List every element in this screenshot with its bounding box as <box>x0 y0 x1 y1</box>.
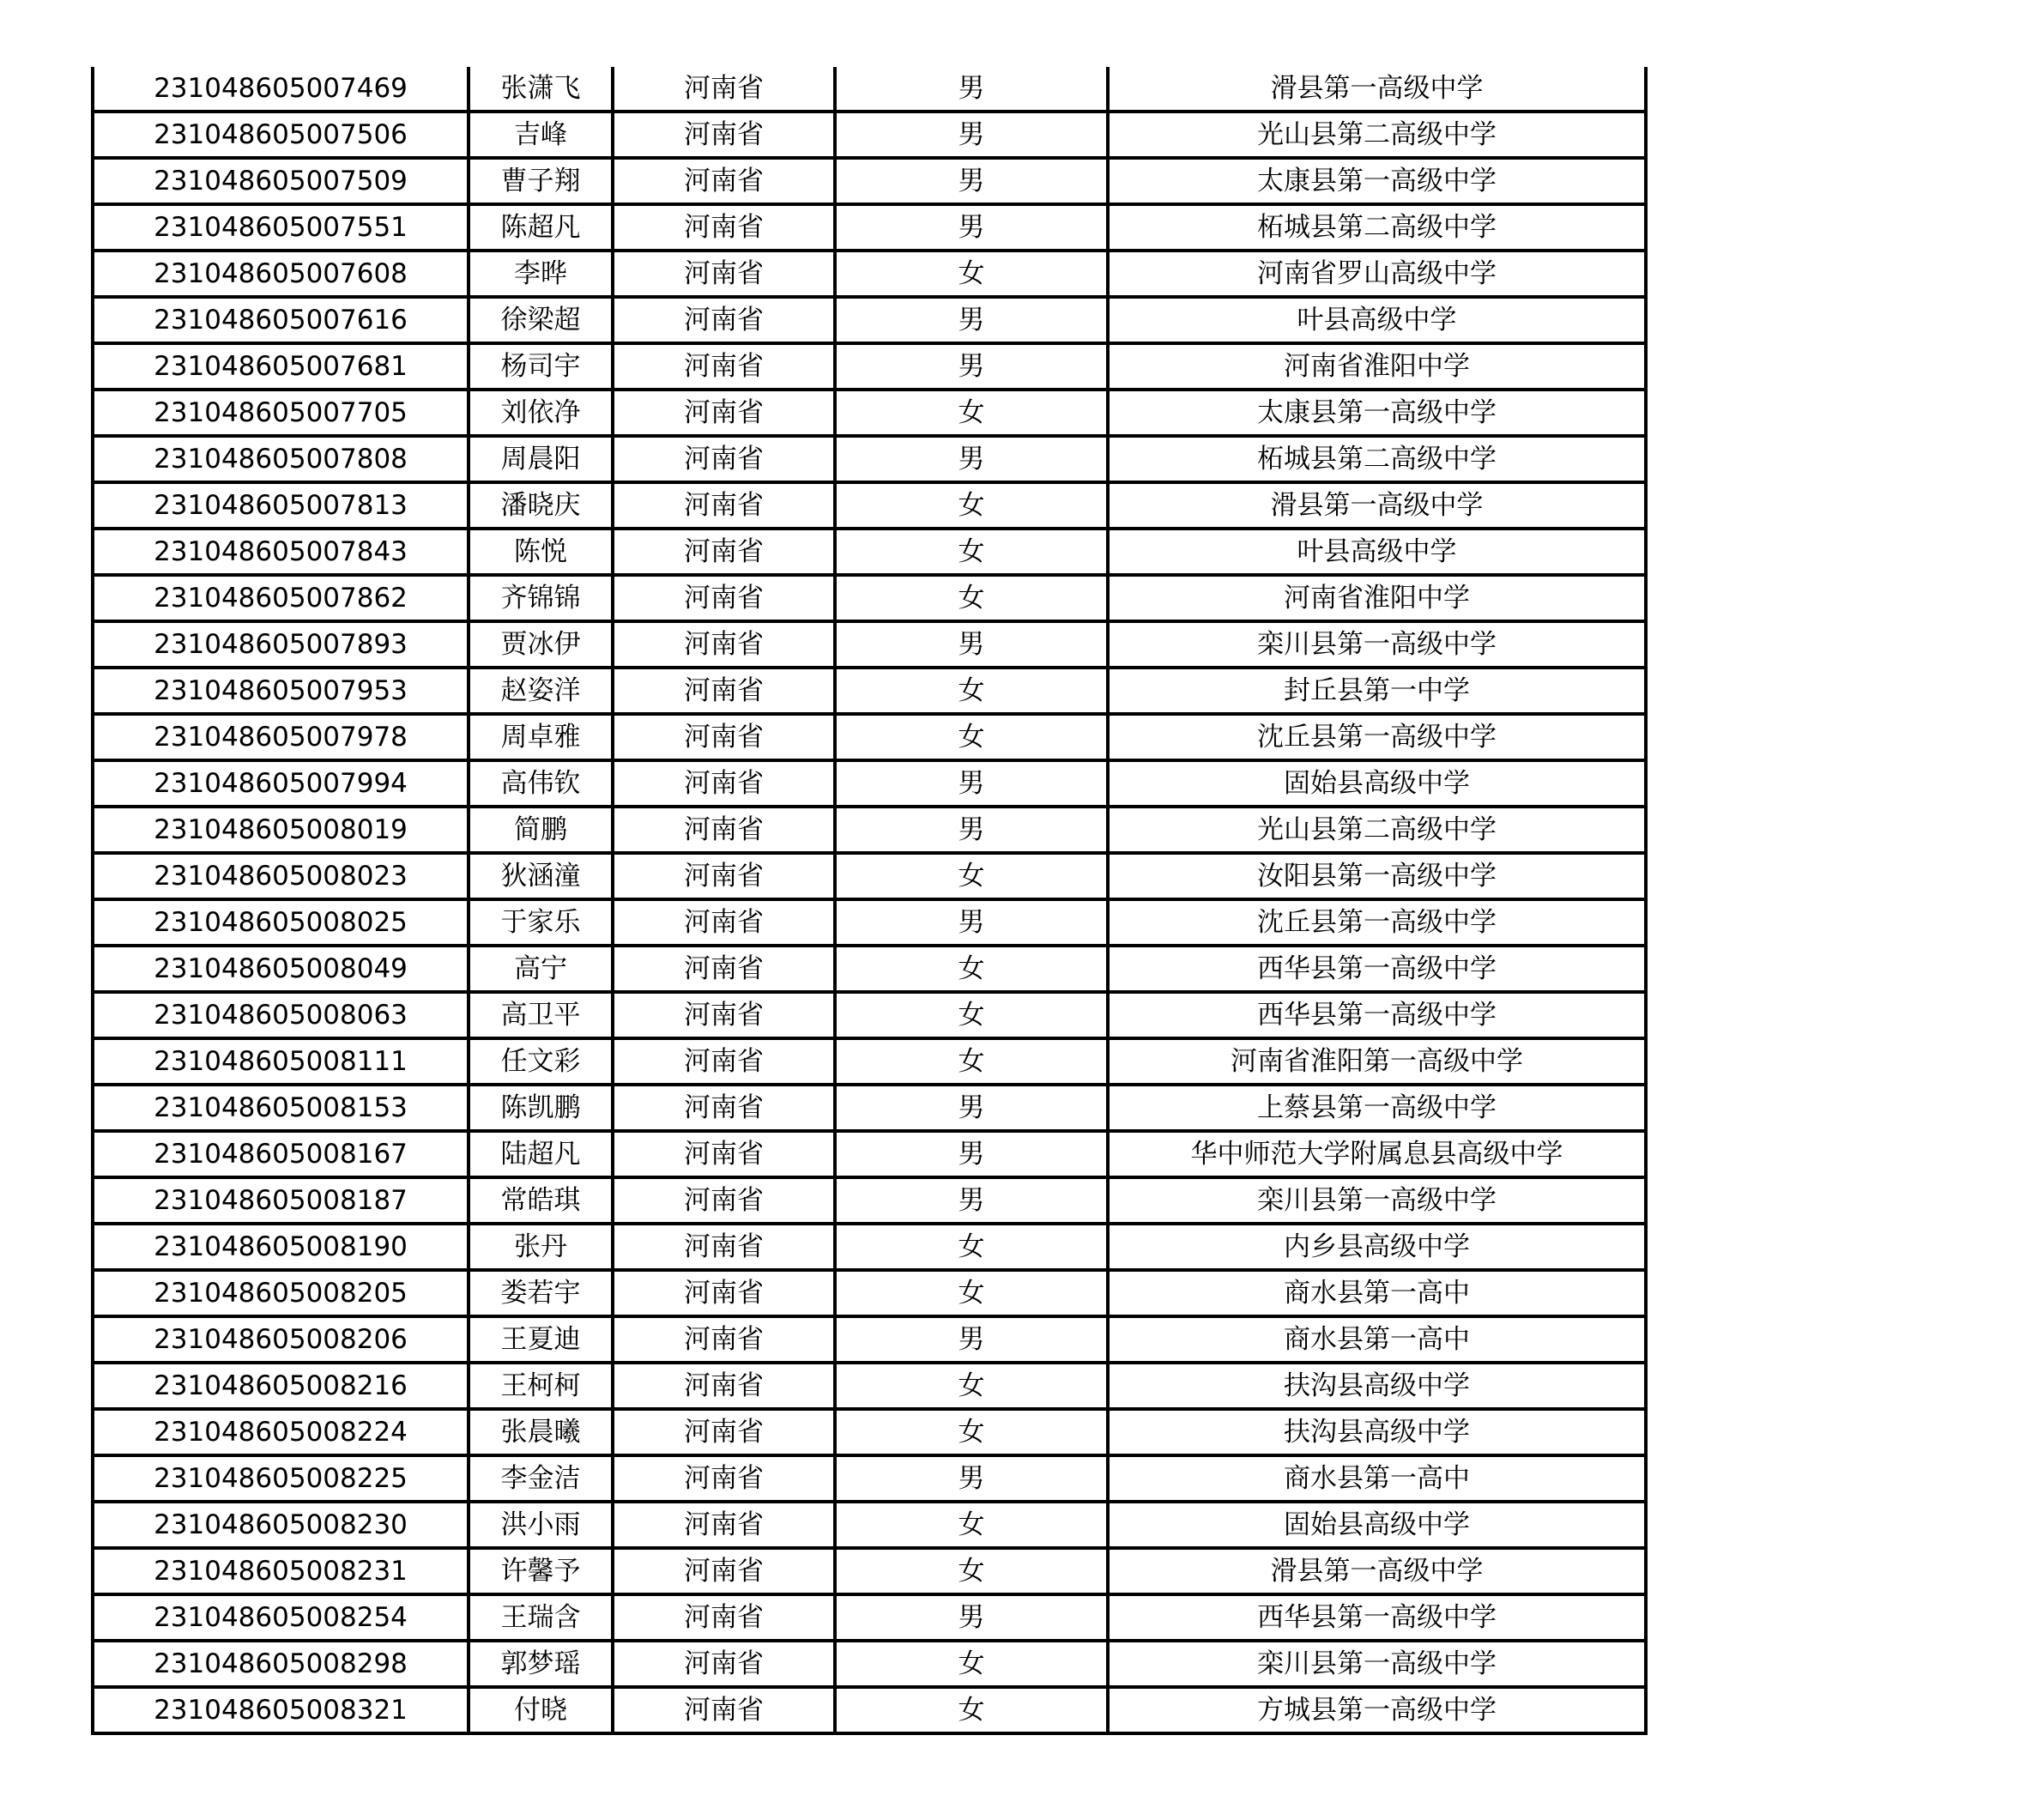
table-row <box>93 251 1646 297</box>
student-name-cell: 张丹 <box>469 1224 613 1270</box>
candidate-id-cell: 231048605008216 <box>93 1363 469 1409</box>
student-name-cell: 高卫平 <box>469 992 613 1038</box>
student-name-cell: 王瑞含 <box>469 1594 613 1641</box>
table-row <box>93 1687 1646 1733</box>
student-name-cell: 于家乐 <box>469 899 613 946</box>
province-cell: 河南省 <box>613 529 835 575</box>
candidate-id-cell: 231048605008224 <box>93 1409 469 1455</box>
table-row <box>93 1316 1646 1363</box>
gender-cell: 女 <box>835 992 1108 1038</box>
table-row <box>93 112 1646 158</box>
student-name-cell: 王柯柯 <box>469 1363 613 1409</box>
table-row <box>93 67 1646 112</box>
candidate-id-cell: 231048605008025 <box>93 899 469 946</box>
school-cell: 栾川县第一高级中学 <box>1108 621 1646 668</box>
gender-cell: 女 <box>835 575 1108 621</box>
gender-cell: 女 <box>835 1270 1108 1316</box>
table-row <box>93 1641 1646 1687</box>
province-cell: 河南省 <box>613 67 835 112</box>
school-cell: 固始县高级中学 <box>1108 760 1646 807</box>
student-name-cell: 曹子翔 <box>469 158 613 204</box>
gender-cell: 男 <box>835 1316 1108 1363</box>
student-name-cell: 齐锦锦 <box>469 575 613 621</box>
school-cell: 商水县第一高中 <box>1108 1316 1646 1363</box>
province-cell: 河南省 <box>613 1455 835 1502</box>
province-cell: 河南省 <box>613 1363 835 1409</box>
province-cell: 河南省 <box>613 1594 835 1641</box>
gender-cell: 女 <box>835 1363 1108 1409</box>
candidate-id-cell: 231048605008230 <box>93 1502 469 1548</box>
candidate-id-cell: 231048605008167 <box>93 1131 469 1177</box>
table-row <box>93 1270 1646 1316</box>
province-cell: 河南省 <box>613 899 835 946</box>
candidate-id-cell: 231048605008298 <box>93 1641 469 1687</box>
gender-cell: 男 <box>835 343 1108 390</box>
province-cell: 河南省 <box>613 1177 835 1224</box>
candidate-id-cell: 231048605008231 <box>93 1548 469 1594</box>
student-name-cell: 张晨曦 <box>469 1409 613 1455</box>
candidate-id-cell: 231048605007978 <box>93 714 469 760</box>
student-name-cell: 李金洁 <box>469 1455 613 1502</box>
gender-cell: 男 <box>835 1131 1108 1177</box>
school-cell: 华中师范大学附属息县高级中学 <box>1108 1131 1646 1177</box>
gender-cell: 女 <box>835 668 1108 714</box>
table-row <box>93 297 1646 343</box>
candidate-id-cell: 231048605008190 <box>93 1224 469 1270</box>
candidate-id-cell: 231048605008205 <box>93 1270 469 1316</box>
student-name-cell: 吉峰 <box>469 112 613 158</box>
school-cell: 西华县第一高级中学 <box>1108 946 1646 992</box>
candidate-id-cell: 231048605007608 <box>93 251 469 297</box>
table-row <box>93 529 1646 575</box>
candidate-id-cell: 231048605007953 <box>93 668 469 714</box>
school-cell: 商水县第一高中 <box>1108 1270 1646 1316</box>
province-cell: 河南省 <box>613 1502 835 1548</box>
province-cell: 河南省 <box>613 575 835 621</box>
school-cell: 扶沟县高级中学 <box>1108 1409 1646 1455</box>
school-cell: 太康县第一高级中学 <box>1108 158 1646 204</box>
school-cell: 滑县第一高级中学 <box>1108 482 1646 529</box>
province-cell: 河南省 <box>613 1316 835 1363</box>
student-name-cell: 周晨阳 <box>469 436 613 482</box>
province-cell: 河南省 <box>613 436 835 482</box>
school-cell: 固始县高级中学 <box>1108 1502 1646 1548</box>
province-cell: 河南省 <box>613 1131 835 1177</box>
province-cell: 河南省 <box>613 343 835 390</box>
roster-table-body <box>93 67 1646 1733</box>
province-cell: 河南省 <box>613 946 835 992</box>
table-row <box>93 575 1646 621</box>
province-cell: 河南省 <box>613 1270 835 1316</box>
table-row <box>93 668 1646 714</box>
table-row <box>93 1038 1646 1085</box>
table-row <box>93 1131 1646 1177</box>
school-cell: 上蔡县第一高级中学 <box>1108 1085 1646 1131</box>
province-cell: 河南省 <box>613 1224 835 1270</box>
student-name-cell: 郭梦瑶 <box>469 1641 613 1687</box>
candidate-id-cell: 231048605008153 <box>93 1085 469 1131</box>
province-cell: 河南省 <box>613 1038 835 1085</box>
gender-cell: 男 <box>835 1085 1108 1131</box>
student-name-cell: 王夏迪 <box>469 1316 613 1363</box>
candidate-id-cell: 231048605007469 <box>93 67 469 112</box>
candidate-id-cell: 231048605008187 <box>93 1177 469 1224</box>
gender-cell: 男 <box>835 1594 1108 1641</box>
school-cell: 栾川县第一高级中学 <box>1108 1641 1646 1687</box>
school-cell: 柘城县第二高级中学 <box>1108 204 1646 251</box>
candidate-id-cell: 231048605007616 <box>93 297 469 343</box>
student-name-cell: 周卓雅 <box>469 714 613 760</box>
province-cell: 河南省 <box>613 112 835 158</box>
candidate-id-cell: 231048605007808 <box>93 436 469 482</box>
gender-cell: 男 <box>835 621 1108 668</box>
gender-cell: 男 <box>835 158 1108 204</box>
province-cell: 河南省 <box>613 1687 835 1733</box>
table-row <box>93 760 1646 807</box>
school-cell: 滑县第一高级中学 <box>1108 1548 1646 1594</box>
province-cell: 河南省 <box>613 853 835 899</box>
gender-cell: 女 <box>835 251 1108 297</box>
school-cell: 太康县第一高级中学 <box>1108 390 1646 436</box>
school-cell: 光山县第二高级中学 <box>1108 807 1646 853</box>
table-row <box>93 1455 1646 1502</box>
gender-cell: 女 <box>835 1502 1108 1548</box>
gender-cell: 女 <box>835 1548 1108 1594</box>
gender-cell: 男 <box>835 807 1108 853</box>
school-cell: 叶县高级中学 <box>1108 297 1646 343</box>
table-row <box>93 899 1646 946</box>
table-row <box>93 1594 1646 1641</box>
roster-table <box>91 67 1648 1735</box>
table-row <box>93 1085 1646 1131</box>
school-cell: 河南省罗山高级中学 <box>1108 251 1646 297</box>
student-name-cell: 娄若宇 <box>469 1270 613 1316</box>
candidate-id-cell: 231048605007994 <box>93 760 469 807</box>
candidate-id-cell: 231048605007506 <box>93 112 469 158</box>
student-name-cell: 付晓 <box>469 1687 613 1733</box>
student-name-cell: 狄涵潼 <box>469 853 613 899</box>
gender-cell: 女 <box>835 714 1108 760</box>
student-name-cell: 任文彩 <box>469 1038 613 1085</box>
candidate-id-cell: 231048605008111 <box>93 1038 469 1085</box>
province-cell: 河南省 <box>613 621 835 668</box>
school-cell: 河南省淮阳中学 <box>1108 343 1646 390</box>
student-name-cell: 陈悦 <box>469 529 613 575</box>
gender-cell: 女 <box>835 1224 1108 1270</box>
table-row <box>93 1409 1646 1455</box>
candidate-id-cell: 231048605008019 <box>93 807 469 853</box>
table-row <box>93 1363 1646 1409</box>
student-name-cell: 赵姿洋 <box>469 668 613 714</box>
province-cell: 河南省 <box>613 1641 835 1687</box>
province-cell: 河南省 <box>613 760 835 807</box>
candidate-id-cell: 231048605008063 <box>93 992 469 1038</box>
school-cell: 沈丘县第一高级中学 <box>1108 714 1646 760</box>
school-cell: 滑县第一高级中学 <box>1108 67 1646 112</box>
school-cell: 栾川县第一高级中学 <box>1108 1177 1646 1224</box>
gender-cell: 男 <box>835 67 1108 112</box>
table-row <box>93 482 1646 529</box>
gender-cell: 男 <box>835 204 1108 251</box>
province-cell: 河南省 <box>613 158 835 204</box>
table-row <box>93 343 1646 390</box>
table-row <box>93 992 1646 1038</box>
candidate-id-cell: 231048605008049 <box>93 946 469 992</box>
school-cell: 西华县第一高级中学 <box>1108 1594 1646 1641</box>
table-row <box>93 946 1646 992</box>
gender-cell: 男 <box>835 112 1108 158</box>
school-cell: 沈丘县第一高级中学 <box>1108 899 1646 946</box>
gender-cell: 女 <box>835 1409 1108 1455</box>
student-name-cell: 洪小雨 <box>469 1502 613 1548</box>
student-name-cell: 陈凯鹏 <box>469 1085 613 1131</box>
gender-cell: 女 <box>835 390 1108 436</box>
school-cell: 方城县第一高级中学 <box>1108 1687 1646 1733</box>
gender-cell: 男 <box>835 436 1108 482</box>
gender-cell: 女 <box>835 853 1108 899</box>
school-cell: 光山县第二高级中学 <box>1108 112 1646 158</box>
province-cell: 河南省 <box>613 297 835 343</box>
candidate-id-cell: 231048605008206 <box>93 1316 469 1363</box>
gender-cell: 女 <box>835 946 1108 992</box>
gender-cell: 男 <box>835 297 1108 343</box>
table-row <box>93 621 1646 668</box>
candidate-id-cell: 231048605008023 <box>93 853 469 899</box>
student-name-cell: 简鹏 <box>469 807 613 853</box>
candidate-id-cell: 231048605007681 <box>93 343 469 390</box>
table-row <box>93 1224 1646 1270</box>
province-cell: 河南省 <box>613 668 835 714</box>
gender-cell: 女 <box>835 482 1108 529</box>
candidate-id-cell: 231048605007705 <box>93 390 469 436</box>
table-row <box>93 853 1646 899</box>
student-name-cell: 潘晓庆 <box>469 482 613 529</box>
student-name-cell: 贾冰伊 <box>469 621 613 668</box>
student-name-cell: 杨司宇 <box>469 343 613 390</box>
gender-cell: 女 <box>835 1641 1108 1687</box>
gender-cell: 女 <box>835 1038 1108 1085</box>
school-cell: 河南省淮阳中学 <box>1108 575 1646 621</box>
student-name-cell: 高伟钦 <box>469 760 613 807</box>
school-cell: 商水县第一高中 <box>1108 1455 1646 1502</box>
province-cell: 河南省 <box>613 1409 835 1455</box>
province-cell: 河南省 <box>613 251 835 297</box>
province-cell: 河南省 <box>613 714 835 760</box>
province-cell: 河南省 <box>613 204 835 251</box>
candidate-id-cell: 231048605008321 <box>93 1687 469 1733</box>
gender-cell: 男 <box>835 1455 1108 1502</box>
province-cell: 河南省 <box>613 1548 835 1594</box>
school-cell: 封丘县第一中学 <box>1108 668 1646 714</box>
school-cell: 汝阳县第一高级中学 <box>1108 853 1646 899</box>
school-cell: 内乡县高级中学 <box>1108 1224 1646 1270</box>
candidate-id-cell: 231048605008225 <box>93 1455 469 1502</box>
candidate-id-cell: 231048605007843 <box>93 529 469 575</box>
table-row <box>93 158 1646 204</box>
student-name-cell: 高宁 <box>469 946 613 992</box>
candidate-id-cell: 231048605007509 <box>93 158 469 204</box>
gender-cell: 女 <box>835 529 1108 575</box>
table-row <box>93 204 1646 251</box>
gender-cell: 男 <box>835 899 1108 946</box>
student-name-cell: 张潇飞 <box>469 67 613 112</box>
table-row <box>93 390 1646 436</box>
student-name-cell: 陆超凡 <box>469 1131 613 1177</box>
school-cell: 扶沟县高级中学 <box>1108 1363 1646 1409</box>
student-name-cell: 许馨予 <box>469 1548 613 1594</box>
student-name-cell: 徐梁超 <box>469 297 613 343</box>
school-cell: 河南省淮阳第一高级中学 <box>1108 1038 1646 1085</box>
school-cell: 柘城县第二高级中学 <box>1108 436 1646 482</box>
province-cell: 河南省 <box>613 482 835 529</box>
student-name-cell: 刘依净 <box>469 390 613 436</box>
candidate-id-cell: 231048605007862 <box>93 575 469 621</box>
gender-cell: 男 <box>835 760 1108 807</box>
candidate-id-cell: 231048605007813 <box>93 482 469 529</box>
province-cell: 河南省 <box>613 1085 835 1131</box>
province-cell: 河南省 <box>613 390 835 436</box>
candidate-id-cell: 231048605008254 <box>93 1594 469 1641</box>
candidate-id-cell: 231048605007893 <box>93 621 469 668</box>
province-cell: 河南省 <box>613 807 835 853</box>
table-row <box>93 807 1646 853</box>
table-row <box>93 1502 1646 1548</box>
school-cell: 西华县第一高级中学 <box>1108 992 1646 1038</box>
table-row <box>93 436 1646 482</box>
table-row <box>93 1548 1646 1594</box>
gender-cell: 女 <box>835 1687 1108 1733</box>
candidate-id-cell: 231048605007551 <box>93 204 469 251</box>
table-row <box>93 714 1646 760</box>
student-name-cell: 常皓琪 <box>469 1177 613 1224</box>
gender-cell: 男 <box>835 1177 1108 1224</box>
table-row <box>93 1177 1646 1224</box>
province-cell: 河南省 <box>613 992 835 1038</box>
student-name-cell: 陈超凡 <box>469 204 613 251</box>
school-cell: 叶县高级中学 <box>1108 529 1646 575</box>
student-name-cell: 李晔 <box>469 251 613 297</box>
